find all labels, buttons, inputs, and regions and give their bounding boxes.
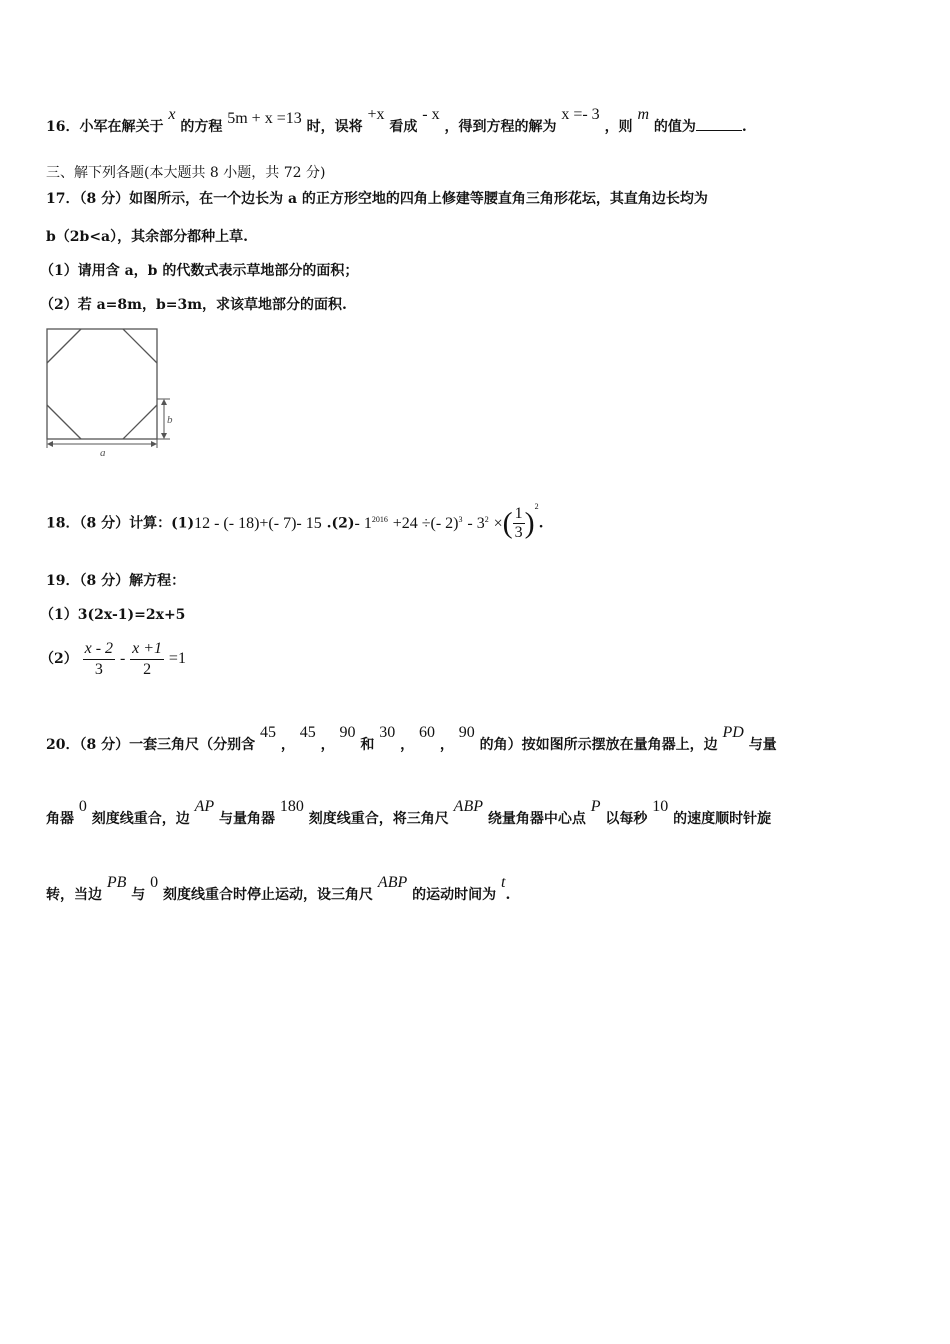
q20-zero: 0 [78,798,87,815]
q16-plus-x: +x [367,106,385,123]
q19-rhs: =1 [168,650,186,667]
q18-term2: +24 ÷(- 2) [392,514,459,532]
q20-angle-45: 45 [299,724,316,741]
q16-text: 看成 [389,119,418,135]
q19-p2-label: （2） [40,651,78,667]
q20-comma: ， [400,737,415,753]
q19-part1: （1）3(2x-1)=2x+5 [40,607,186,623]
q20-line3 [46,874,920,904]
q18-expr1: 12 - (- 18)+(- 7)- 15 [194,514,322,532]
frac-numerator: x - 2 [83,639,115,660]
q17-line2: b（2b<a），其余部分都种上草. [46,229,248,245]
q20-comma: ， [320,737,335,753]
q20-text: 绕量角器中心点 [487,811,586,827]
q20-text: 角器 [46,811,74,827]
q17-part1: （1）请用含 a，b 的代数式表示草地部分的面积； [40,263,359,279]
fraction-x-plus-1 [130,639,164,680]
q20-zero: 0 [150,874,159,891]
q16-solution: x =- 3 [561,106,600,123]
q20-text: 的运动时间为 [412,887,497,903]
answer-blank[interactable] [696,130,742,131]
q20-triangle-abp: ABP [377,874,408,891]
q20-text: 的角）按如图所示摆放在量角器上，边 [479,737,718,753]
label-a: a [100,447,106,458]
fraction-x-minus-2 [83,639,115,680]
q20-angle-30: 30 [379,724,396,741]
q20-and: 和 [360,737,375,753]
frac-numerator: x +1 [130,639,164,660]
q20-text: 转，当边 [46,887,102,903]
b-arrow-up [161,399,167,405]
q20-text: 刻度线重合时停止运动，设三角尺 [163,887,374,903]
q20-angle-180: 180 [279,798,304,815]
q18-sep: .(2) [326,515,355,532]
q20-edge-pd: PD [722,724,744,741]
corner-triangle-br [123,405,157,439]
frac-denominator: 3 [514,524,523,542]
q20-triangle-abp: ABP [453,798,483,815]
q20-end: . [505,887,511,903]
q20-text: 的速度顺时针旋 [673,811,772,827]
q19-lead: 19．（8 分）解方程： [46,573,186,589]
square-garden-figure [44,326,184,458]
left-paren: ( [502,506,513,540]
q16-text: 小军在解关于 [79,119,164,135]
q20-angle-90: 90 [339,724,356,741]
q20-line2 [46,798,920,828]
q19-minus: - [119,650,126,667]
question-18 [46,498,920,542]
q16-number: 16． [46,119,80,135]
corner-triangle-tr [123,329,157,363]
q16-text: 的值为 [653,119,696,135]
question-16 [46,106,920,136]
q20-angle-60: 60 [418,724,435,741]
q16-equation: 5m + x =13 [227,110,302,127]
b-arrow-down [161,433,167,439]
q20-time-t: t [501,874,506,891]
corner-triangle-bl [47,405,81,439]
q20-angle-90: 90 [458,724,475,741]
q20-comma: ， [439,737,454,753]
label-b: b [167,414,173,426]
q20-speed-10: 10 [652,798,669,815]
a-arrow-right [151,441,157,447]
q16-text: ，则 [604,119,633,135]
frac-denominator: 2 [143,660,152,678]
q18-lead: 18．（8 分）计算：(1) [46,515,195,532]
fraction-one-third [513,505,525,542]
q20-edge-ap: AP [194,798,215,815]
q20-text: 刻度线重合，将三角尺 [308,811,449,827]
q18-exp-2: 2 [484,515,489,524]
section-header: 三、解下列各题(本大题共 8 小题，共 72 分) [46,165,326,181]
frac-numerator: 1 [514,505,523,523]
square-outline [47,329,157,439]
corner-triangle-tl [47,329,81,363]
q16-var-m: m [637,106,649,123]
q20-comma: ， [280,737,295,753]
q18-times: × [493,514,503,532]
q16-end: . [741,119,747,135]
q18-end: . [538,515,544,532]
q18-exp-square: 2 [534,502,539,511]
q20-edge-pb: PB [106,874,127,891]
q20-text: 与 [131,887,146,903]
q17-part2: （2）若 a=8m，b=3m，求该草地部分的面积. [40,297,347,313]
q20-point-p: P [590,798,601,815]
q16-var-x: x [168,106,176,123]
q20-angle-45: 45 [259,724,276,741]
q20-text: 以每秒 [605,811,648,827]
frac-denominator: 3 [94,660,103,678]
q20-text: 与量 [748,737,777,753]
q18-term3: - 3 [467,514,485,532]
q18-term1: - 1 [354,514,372,532]
q16-minus-x: - x [422,106,440,123]
right-paren: ) [524,506,535,540]
q16-text: 的方程 [180,119,223,135]
q20-text: 刻度线重合，边 [91,811,190,827]
q20-text: 20．（8 分）一套三角尺（分别含 [46,737,256,753]
q19-part2 [40,636,920,682]
q16-text: 时，误将 [306,119,363,135]
q20-line1 [46,724,920,754]
q20-text: 与量角器 [219,811,276,827]
a-arrow-left [47,441,53,447]
q18-exp-3: 3 [458,515,463,524]
q16-text: ，得到方程的解为 [444,119,557,135]
q18-exp-2016: 2016 [371,515,388,524]
q17-line1: 17．（8 分）如图所示，在一个边长为 a 的正方形空地的四角上修建等腰直角三角形花坛，其直角边长均为 [46,191,708,207]
